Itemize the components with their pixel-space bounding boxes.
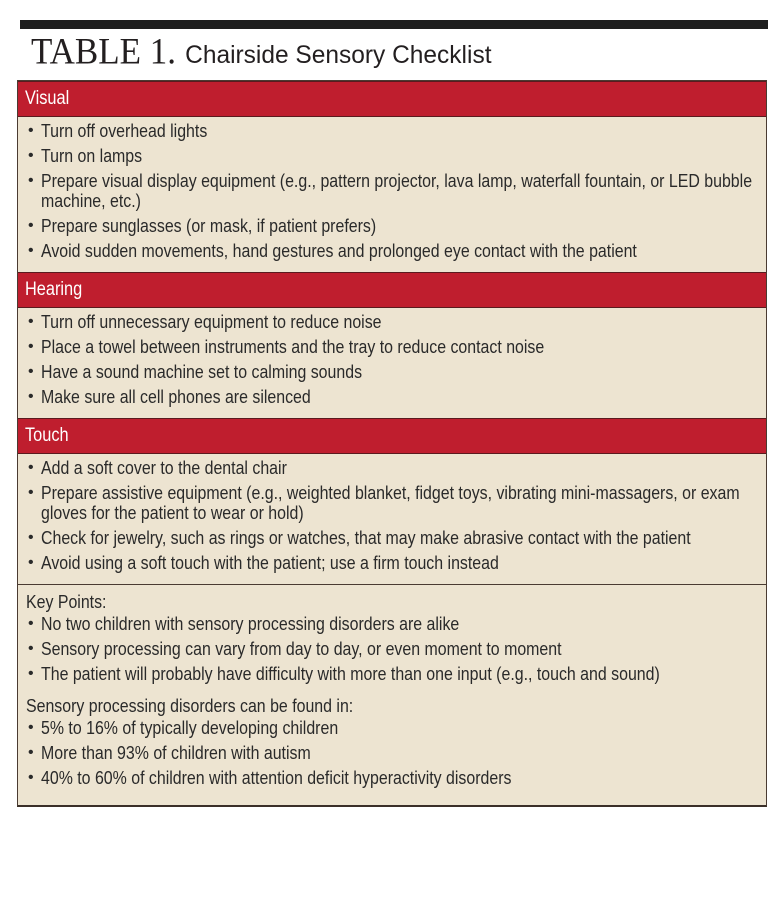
item-text: Check for jewelry, such as rings or watches, that may make abrasive contact with the patient [41,527,691,548]
item-text: 5% to 16% of typically developing children [41,717,339,738]
item-text: More than 93% of children with autism [41,742,311,763]
prevalence-heading-text: Sensory processing disorders can be found in: [26,695,354,716]
key-points-heading [26,591,758,613]
top-rule [20,20,768,29]
bullet-icon: • [28,529,34,546]
section-heading: Hearing [25,279,83,300]
section-body-hearing [18,308,766,418]
prevalence-heading [26,695,758,717]
list-item [26,664,758,684]
list-item [26,458,758,478]
item-text: The patient will probably have difficulty with more than one input (e.g., touch and sound) [41,663,660,684]
list-item [26,768,758,788]
bullet-icon: • [28,147,34,164]
bullet-icon: • [28,388,34,405]
bullet-icon: • [28,484,34,501]
list-item [26,553,758,573]
bullet-icon: • [28,719,34,736]
item-text: Place a towel between instruments and the tray to reduce contact noise [41,336,545,357]
section-body-visual [18,117,766,272]
bullet-icon: • [28,363,34,380]
list-item [26,743,758,763]
bullet-icon: • [28,459,34,476]
item-text: Turn off overhead lights [41,120,208,141]
list-item [26,639,758,659]
list-item [26,312,758,332]
bullet-icon: • [28,665,34,682]
bullet-icon: • [28,744,34,761]
bullet-icon: • [28,615,34,632]
list-item [26,337,758,357]
section-body-touch [18,454,766,584]
list-item [26,718,758,738]
item-text: Prepare sunglasses (or mask, if patient prefers) [41,215,377,236]
item-text: Prepare assistive equipment (e.g., weighted blanket, fidget toys, vibrating mini-massagers, or exam gloves for the patient to wear or hold) [41,482,740,523]
bullet-icon: • [28,122,34,139]
item-text: Prepare visual display equipment (e.g., pattern projector, lava lamp, waterfall fountain, or LED bubble machine, etc.) [41,170,753,211]
section-heading: Visual [25,88,70,109]
list-item [26,121,758,141]
section-header-hearing [18,272,766,308]
item-text: Have a sound machine set to calming sounds [41,361,363,382]
list-item [26,528,758,548]
key-points-heading-text: Key Points: [26,591,107,612]
checklist-table [17,80,767,807]
list-item [26,362,758,382]
bullet-icon: • [28,217,34,234]
item-text: Turn off unnecessary equipment to reduce noise [41,311,382,332]
list-item [26,241,758,261]
key-points-section [18,585,766,805]
bullet-icon: • [28,769,34,786]
bullet-icon: • [28,554,34,571]
bullet-icon: • [28,640,34,657]
item-text: Avoid using a soft touch with the patient; use a firm touch instead [41,552,499,573]
list-item [26,614,758,634]
item-text: Make sure all cell phones are silenced [41,386,311,407]
section-header-visual [18,81,766,117]
table-number: TABLE 1. [31,31,176,72]
table-title [31,32,495,72]
bullet-icon: • [28,338,34,355]
bullet-icon: • [28,172,34,189]
list-item [26,483,758,523]
item-text: Sensory processing can vary from day to day, or even moment to moment [41,638,562,659]
item-text: Turn on lamps [41,145,143,166]
list-item [26,387,758,407]
bullet-icon: • [28,313,34,330]
section-heading: Touch [25,425,69,446]
item-text: Add a soft cover to the dental chair [41,457,287,478]
list-item [26,146,758,166]
item-text: 40% to 60% of children with attention deficit hyperactivity disorders [41,767,512,788]
list-item [26,216,758,236]
table-name: Chairside Sensory Checklist [185,41,492,69]
item-text: No two children with sensory processing disorders are alike [41,613,460,634]
section-header-touch [18,418,766,454]
bullet-icon: • [28,242,34,259]
list-item [26,171,758,211]
item-text: Avoid sudden movements, hand gestures and prolonged eye contact with the patient [41,240,637,261]
